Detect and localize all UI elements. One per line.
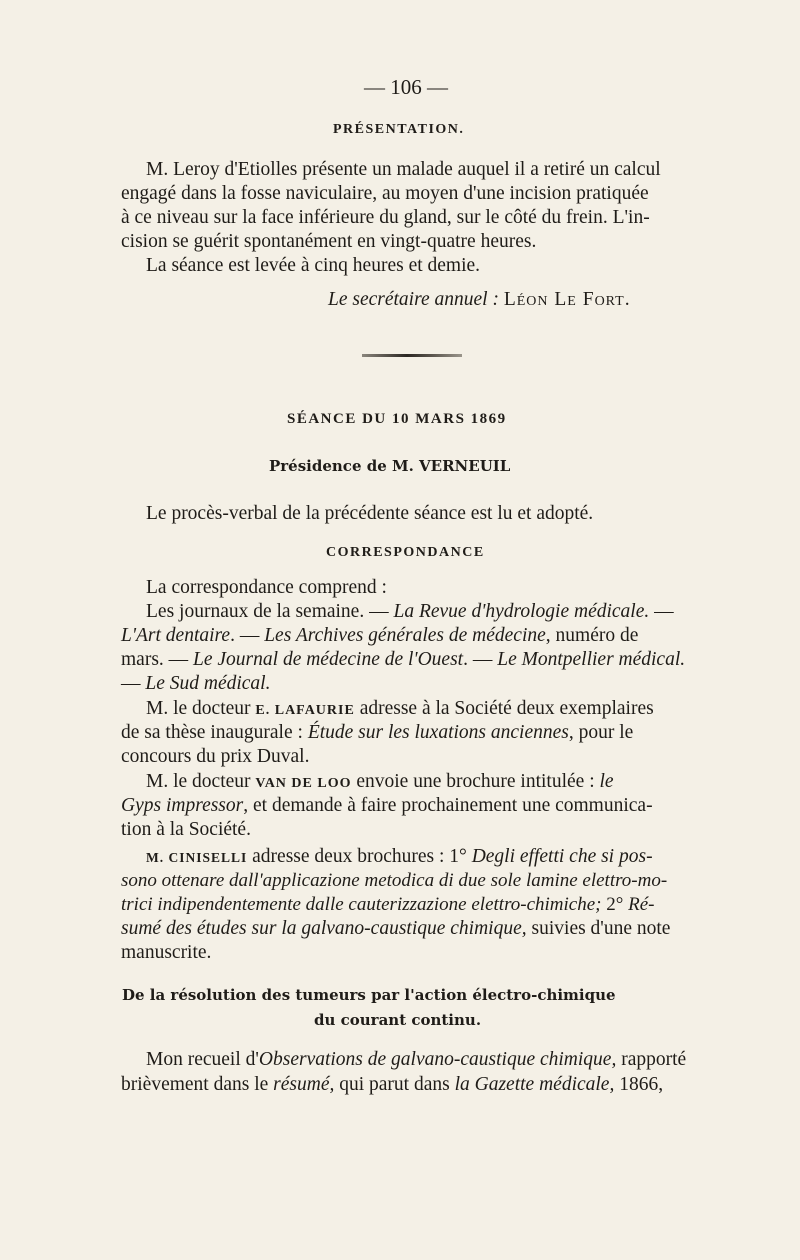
work-title: sono ottenare dall'applicazione metodica di due sole lamine elettro-mo- (121, 870, 668, 891)
journal-title: Le Sud médical. (145, 673, 271, 694)
text-line (146, 600, 674, 624)
author-name: VAN DE LOO (255, 776, 352, 791)
text-line (146, 1048, 686, 1072)
journal-title: La Revue d'hydrologie médicale. (393, 601, 650, 622)
text-run: — (121, 673, 146, 694)
text-line (121, 917, 670, 941)
text-run: , pour le (568, 722, 634, 743)
presidence-line: Présidence de M. VERNEUIL (269, 457, 511, 475)
work-title: Gyps impressor (121, 795, 244, 816)
text-line: M. Leroy d'Etiolles présente un malade auquel il a retiré un calcul (146, 159, 661, 180)
adjournment-line: La séance est levée à cinq heures et demie. (146, 255, 481, 276)
text-line (121, 869, 667, 893)
text-run: Les journaux de la semaine. — (146, 601, 394, 622)
text-run: , numéro de (545, 625, 639, 646)
journal-title: Le Montpellier médical. (497, 649, 686, 670)
text-line (121, 1073, 663, 1097)
text-run: adresse à la Société deux exemplaires (354, 698, 654, 719)
text-run: 2° (601, 894, 629, 915)
text-run: brièvement dans le (121, 1074, 274, 1095)
work-title: Étude sur les luxations anciennes (307, 722, 569, 743)
author-name: M. CINISELLI (146, 850, 248, 865)
text-run: rapporté (616, 1049, 687, 1070)
text-run: , et demande à faire prochainement une communica- (243, 795, 653, 816)
text-line (121, 794, 653, 818)
journal-title: Le Journal de médecine de l'Ouest (193, 649, 464, 670)
text-run: 1866, (614, 1074, 664, 1095)
work-title: Ré- (628, 894, 655, 915)
text-line: tion à la Société. (121, 819, 251, 840)
text-run: . — (463, 649, 498, 670)
text-line (121, 721, 633, 745)
secretary-name: Léon Le Fort. (503, 289, 631, 310)
text-run: adresse deux brochures : 1° (247, 846, 472, 867)
text-line: concours du prix Duval. (121, 746, 310, 767)
text-run: suivies d'une note (526, 918, 671, 939)
text-line: engagé dans la fosse naviculaire, au moyen d'une incision pratiquée (121, 183, 649, 204)
text-line: cision se guérit spontanément en vingt-quatre heures. (121, 231, 537, 252)
text-run: — (649, 601, 674, 622)
work-title: le (599, 771, 614, 792)
article-title-line-2: du courant continu. (314, 1011, 482, 1029)
text-line (121, 893, 654, 917)
session-title: SÉANCE DU 10 MARS 1869 (287, 411, 507, 427)
correspondance-intro: La correspondance comprend : (146, 577, 387, 598)
text-run: . — (230, 625, 265, 646)
section-heading-presentation: PRÉSENTATION. (333, 122, 465, 137)
text-run: mars. — (121, 649, 194, 670)
text-line (121, 624, 638, 648)
text-run: de sa thèse inaugurale : (121, 722, 308, 743)
work-title: Degli effetti che si pos- (471, 846, 653, 867)
work-title: Observations de galvano-caustique chimique, (258, 1049, 617, 1070)
work-title: la Gazette médicale, (454, 1074, 615, 1095)
work-title: sumé des études sur la galvano-caustique chimique, (121, 918, 527, 939)
secretary-role: Le secrétaire annuel : (328, 289, 499, 310)
text-line (146, 697, 654, 723)
separator-rule (362, 354, 462, 357)
section-heading-correspondance: CORRESPONDANCE (326, 545, 485, 560)
text-line: manuscrite. (121, 942, 212, 963)
journal-title: L'Art dentaire (121, 625, 231, 646)
text-line (121, 648, 685, 672)
text-run: Mon recueil d' (146, 1049, 259, 1070)
text-run: M. le docteur (146, 698, 256, 719)
page-number: — 106 — (364, 75, 448, 99)
text-run: envoie une brochure intitulée : (351, 771, 600, 792)
article-title-line-1: De la résolution des tumeurs par l'action électro-chimique (122, 986, 616, 1004)
text-run: M. le docteur (146, 771, 256, 792)
work-title: trici indipendentemente dalle cauterizzazione elettro-chimiche; (121, 894, 602, 915)
text-line (146, 770, 614, 796)
text-line: à ce niveau sur la face inférieure du gland, sur le côté du frein. L'in- (121, 207, 650, 228)
work-title: résumé, (273, 1074, 335, 1095)
text-line (121, 672, 270, 696)
proces-verbal-line: Le procès-verbal de la précédente séance est lu et adopté. (146, 503, 594, 524)
text-run: qui parut dans (334, 1074, 455, 1095)
signature-line (328, 288, 631, 312)
journal-title: Les Archives générales de médecine (264, 625, 546, 646)
text-line (146, 845, 653, 870)
author-name: E. LAFAURIE (255, 703, 355, 718)
